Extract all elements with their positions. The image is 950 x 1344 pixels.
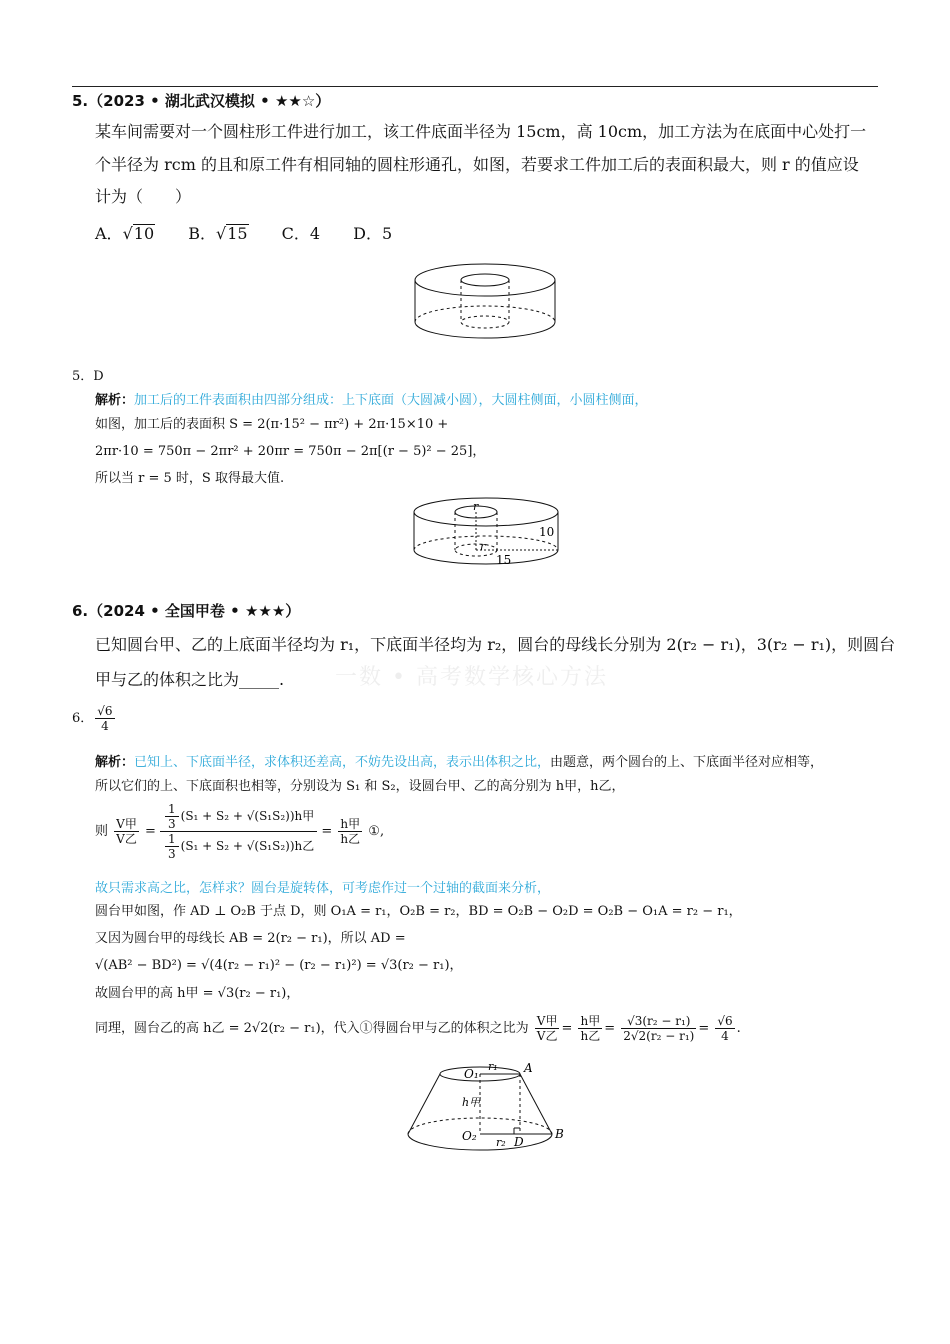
a5-cylinder-figure — [410, 496, 570, 568]
a6-text2: 所以它们的上、下底面积也相等，分别设为 S₁ 和 S₂，设圆台甲、乙的高分别为 h甲，h乙， — [95, 779, 625, 794]
a5-hint: 加工后的工件表面积由四部分组成：上下底面（大圆减小圆），大圆柱侧面，小圆柱侧面， — [134, 393, 648, 408]
a6-text6: 故圆台甲的高 h甲 = √3(r₂ − r₁)， — [95, 986, 300, 1001]
fig-label-r1: r₁ — [488, 1060, 498, 1073]
fig-label-o2: O₂ — [462, 1129, 477, 1143]
option-d: D．5 — [353, 224, 393, 243]
q5-line3: 计为（ ） — [95, 187, 192, 206]
option-a: A．√10 — [95, 224, 155, 243]
a5-line2: 2πr·10 = 750π − 2πr² + 20πr = 750π − 2π[(r − 5)² − 25]， — [95, 444, 486, 459]
a6-hint2: 故只需求高之比，怎样求？圆台是旋转体，可考虑作过一个过轴的截面来分析， — [95, 881, 551, 896]
a5-fig-height: 10 — [539, 525, 555, 539]
a6-final-ratio: 同理，圆台乙的高 h乙 = 2√2(r₂ − r₁)，代入①得圆台甲与乙的体积之比为 $\frac{\text{V甲}}{\text{V乙}}$ = $\frac{\text{h甲}}{\text{h乙}}$ = $\frac{\text{√3(r₂ − r₁)}}{\text{2√2(r₂ − r₁)}}$ = $\frac{√6}{4}$ . — [95, 1014, 741, 1043]
a5-fig-r-top: r — [473, 500, 479, 513]
fig-label-d: D — [514, 1135, 524, 1149]
a6-text5: √(AB² − BD²) = √(4(r₂ − r₁)² − (r₂ − r₁)²) = √3(r₂ − r₁)， — [95, 958, 463, 973]
a6-text4: 又因为圆台甲的母线长 AB = 2(r₂ − r₁)，所以 AD = — [95, 931, 406, 946]
watermark: 一数 • 高考数学核心方法 — [335, 665, 608, 690]
a5-label: 解析： — [95, 393, 135, 408]
q5-header: 5.（2023 • 湖北武汉模拟 • ★★☆） — [72, 92, 331, 110]
fig-label-r2: r₂ — [496, 1136, 506, 1149]
fig-label-b: B — [555, 1127, 564, 1141]
fig-label-o1: O₁ — [464, 1067, 479, 1081]
header-rule — [72, 86, 878, 87]
a5-line1: 如图，加工后的表面积 S = 2(π·15² − πr²) + 2π·15×10 + — [95, 417, 449, 432]
option-b: B．√15 — [188, 224, 248, 243]
q5-options — [95, 218, 420, 250]
a6-text1: 由题意，两个圆台的上、下底面半径对应相等， — [550, 755, 824, 770]
a5-answer: 5．D — [72, 369, 104, 384]
a6-volume-ratio: 则 $\frac{\text{V甲}}{\text{V乙}}$ = $\frac{1}{3}$ (S₁ + S₂ + √(S₁S₂))h甲 $\frac{1}{3}$ (S₁ + S₂ + √(S₁S₂))h乙 = $\frac{\text{h甲}}{\text{h乙}}$ ①, — [95, 802, 385, 861]
a5-fig-r-bottom: r — [480, 540, 486, 553]
a6-label: 解析： — [95, 755, 135, 770]
a6-text3: 圆台甲如图，作 AD ⊥ O₂B 于点 D，则 O₁A = r₁，O₂B = r₂，BD = O₂B − O₂D = O₂B − O₁A = r₂ − r₁， — [95, 904, 742, 919]
a6-hint1: 已知上、下底面半径，求体积还差高，不妨先设出高，表示出体积之比， — [134, 755, 551, 770]
a5-fig-radius: 15 — [496, 553, 512, 567]
a6-explanation — [95, 752, 823, 774]
q5-line2: 个半径为 rcm 的且和原工件有相同轴的圆柱形通孔，如图，若要求工件加工后的表面积最大，则 r 的值应设 — [95, 155, 859, 174]
a5-line3: 所以当 r = 5 时，S 取得最大值. — [95, 471, 285, 486]
q6-header: 6.（2024 • 全国甲卷 • ★★★） — [72, 602, 301, 620]
a6-frustum-figure — [400, 1058, 570, 1154]
a6-answer: 6． $\frac{√6}{4}$ — [72, 704, 113, 733]
q6-line2: 甲与乙的体积之比为_____. — [95, 670, 285, 689]
a5-explanation — [95, 390, 648, 412]
fig-label-a: A — [524, 1061, 533, 1075]
q5-line1: 某车间需要对一个圆柱形工件进行加工，该工件底面半径为 15cm，高 10cm，加工方法为在底面中心处打一 — [95, 122, 867, 141]
q5-cylinder-figure — [410, 262, 560, 342]
q6-line1: 已知圆台甲、乙的上底面半径均为 r₁，下底面半径均为 r₂，圆台的母线长分别为 2(r₂ − r₁)，3(r₂ − r₁)，则圆台 — [95, 635, 896, 654]
option-c: C．4 — [281, 224, 321, 243]
fig-label-h: h甲 — [462, 1096, 481, 1109]
